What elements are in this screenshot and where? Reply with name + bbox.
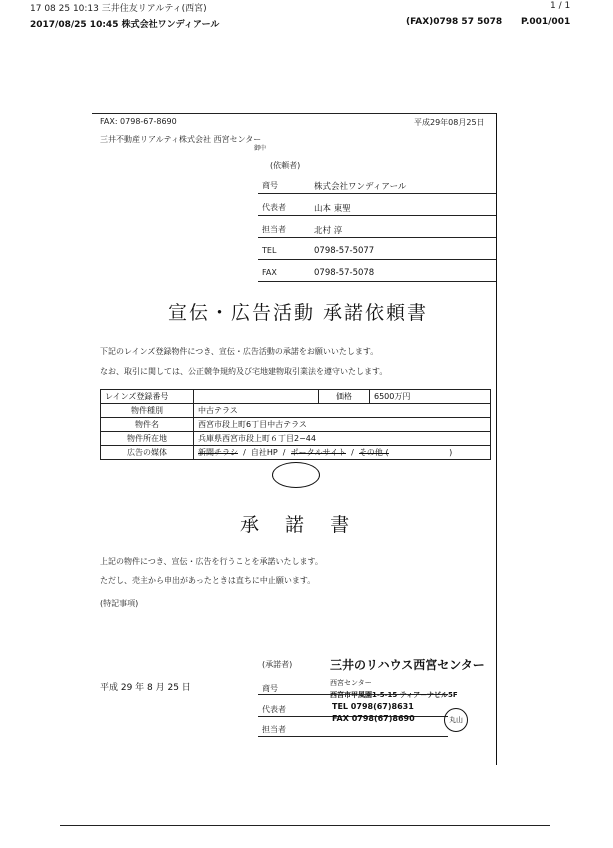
- frame-top-line: [92, 113, 496, 114]
- field-underline: [258, 281, 496, 282]
- grantor-value-company: 西宮センター: [330, 679, 372, 687]
- location-value: 兵庫県西宮市段上町６丁目2−44: [194, 432, 491, 446]
- type-value: 中古テラス: [194, 404, 491, 418]
- grantor-underline: [258, 736, 448, 737]
- grantor-label-company: 商号: [262, 684, 278, 693]
- property-table: [100, 389, 491, 460]
- field-label-company: 商号: [262, 181, 278, 190]
- field-underline: [258, 215, 496, 216]
- grantor-fax: FAX 0798(67)8690: [332, 714, 415, 723]
- field-value-fax: 0798-57-5078: [314, 268, 375, 278]
- reins-label: レインズ登録番号: [101, 390, 194, 404]
- recipient-suffix: 御中: [254, 145, 267, 152]
- field-underline: [258, 237, 496, 238]
- field-value-representative: 山本 東聖: [314, 204, 351, 214]
- field-underline: [258, 193, 496, 194]
- media-label: 広告の媒体: [101, 446, 194, 460]
- signed-date: 平成 29 年 8 月 25 日: [100, 683, 191, 693]
- request-line-1: 下記のレインズ登録物件につき、宣伝・広告活動の承諾をお願いいたします。: [100, 347, 379, 356]
- consent-line-1: 上記の物件につき、宣伝・広告を行うことを承諾いたします。: [100, 557, 323, 566]
- document-date: 平成29年08月25日: [414, 118, 485, 127]
- grantor-label: (承諾者): [262, 660, 293, 669]
- request-line-2: なお、取引に関しては、公正競争規約及び宅地建物取引業法を遵守いたします。: [100, 367, 388, 376]
- media-hp-circled: [251, 448, 278, 457]
- media-flyer: 新聞チラシ: [198, 448, 238, 457]
- location-label: 物件所在地: [101, 432, 194, 446]
- personal-seal: [444, 708, 468, 732]
- requester-label: (依頼者): [270, 161, 301, 170]
- recipient: 三井不動産リアルティ株式会社 西宮センター: [100, 135, 262, 144]
- fax-page-mark: 1 / 1: [550, 1, 571, 11]
- document-title: 宣伝・広告活動 承諾依頼書: [168, 302, 429, 324]
- fax-date-time: 2017/08/25 10:45 株式会社ワンディアール: [30, 20, 220, 30]
- fax-to: FAX: 0798-67-8690: [100, 117, 177, 126]
- consent-title: 承 諾 書: [240, 514, 360, 536]
- media-portal: ポータルサイト: [290, 448, 347, 457]
- page-bottom-line: [60, 825, 550, 826]
- price-value: 6500万円: [370, 390, 491, 404]
- field-label-fax: FAX: [262, 268, 277, 277]
- field-label-representative: 代表者: [262, 203, 286, 212]
- consent-line-2: ただし、売主から申出があったときは直ちに中止願います。: [100, 576, 316, 585]
- field-value-tel: 0798-57-5077: [314, 246, 375, 256]
- reins-value: [194, 390, 319, 404]
- field-label-contact: 担当者: [262, 225, 286, 234]
- type-label: 物件種別: [101, 404, 194, 418]
- media-close: ): [449, 448, 453, 457]
- media-hp: 自社HP: [250, 448, 278, 457]
- fax-top-line: 17 08 25 10:13 三井住友リアルティ(西宮): [30, 4, 207, 14]
- grantor-name: 三井のリハウス西宮センター: [330, 658, 485, 672]
- field-value-company: 株式会社ワンディアール: [314, 182, 407, 192]
- media-options: 新聞チラシ / 自社HP / ポータルサイト / その他 ( ): [194, 446, 491, 460]
- name-label: 物件名: [101, 418, 194, 432]
- grantor-label-contact: 担当者: [262, 725, 286, 734]
- grantor-label-representative: 代表者: [262, 705, 286, 714]
- name-value: 西宮市段上町6丁目中古テラス: [194, 418, 491, 432]
- grantor-value-address: 西宮市甲風園1-5-15 ティアーナビル5F: [330, 691, 458, 699]
- hp-circle-mark: [272, 462, 320, 488]
- fax-page-count: P.001/001: [521, 17, 571, 27]
- media-other: その他 (: [358, 448, 389, 457]
- seal-text: 丸山: [449, 716, 463, 724]
- price-label: 価格: [319, 390, 370, 404]
- field-label-tel: TEL: [262, 246, 277, 255]
- fax-number: (FAX)0798 57 5078: [406, 17, 503, 27]
- field-value-contact: 北村 淳: [314, 226, 343, 236]
- field-underline: [258, 259, 496, 260]
- conditions-label: (特記事項): [100, 599, 139, 608]
- grantor-value-tel: TEL 0798(67)8631: [332, 702, 414, 711]
